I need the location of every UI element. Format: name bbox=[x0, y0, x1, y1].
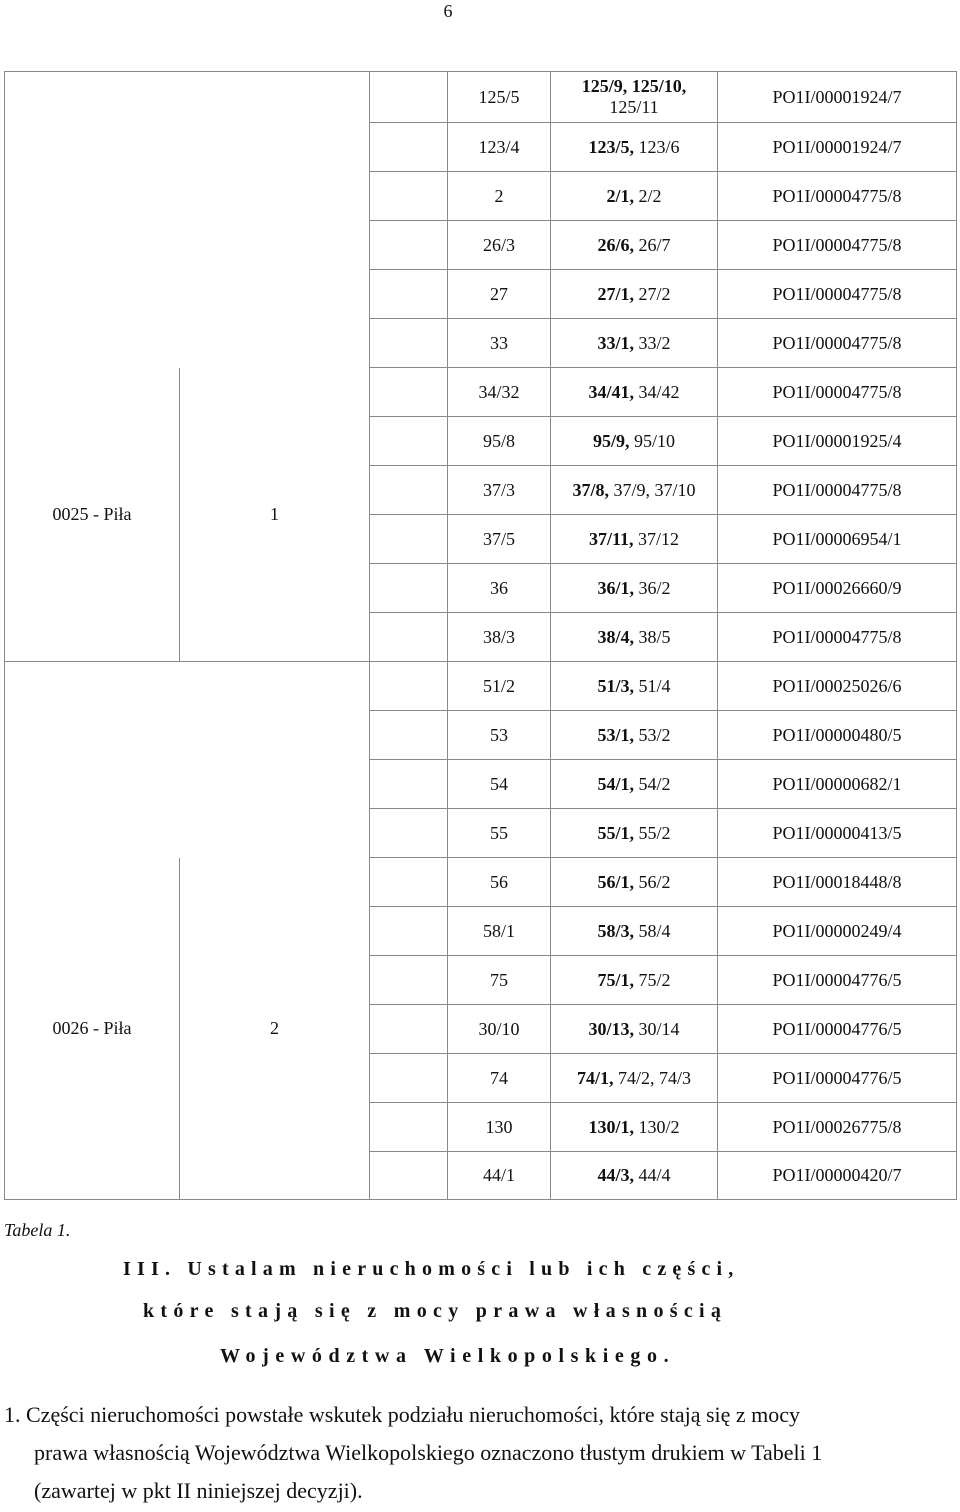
new-parcel-rest: 55/2 bbox=[634, 822, 671, 843]
new-parcel-bold: 54/1, bbox=[597, 773, 634, 794]
new-parcels-cell bbox=[551, 319, 718, 368]
spacer-cell bbox=[370, 613, 448, 662]
land-register-cell: PO1I/00004775/8 bbox=[718, 221, 957, 270]
new-parcel-rest: 33/2 bbox=[634, 332, 671, 353]
new-parcel-bold: 36/1, bbox=[597, 577, 634, 598]
spacer-cell bbox=[370, 466, 448, 515]
parcel-table bbox=[4, 71, 957, 1200]
original-parcel-cell: 30/10 bbox=[448, 1005, 551, 1054]
new-parcels-cell bbox=[551, 711, 718, 760]
original-parcel-cell: 130 bbox=[448, 1103, 551, 1152]
spacer-cell bbox=[370, 760, 448, 809]
new-parcels-cell bbox=[551, 662, 718, 711]
new-parcel-rest: 26/7 bbox=[634, 234, 671, 255]
new-parcels-cell bbox=[551, 368, 718, 417]
new-parcel-bold: 2/1, bbox=[606, 185, 634, 206]
section-heading-line-1: III. Ustalam nieruchomości lub ich części, bbox=[123, 1258, 740, 1280]
new-parcel-bold: 56/1, bbox=[597, 871, 634, 892]
spacer-cell bbox=[370, 1005, 448, 1054]
original-parcel-cell: 38/3 bbox=[448, 613, 551, 662]
new-parcel-rest: 56/2 bbox=[634, 871, 671, 892]
new-parcels-cell bbox=[551, 858, 718, 907]
new-parcel-bold: 37/8, bbox=[572, 479, 609, 500]
section-heading-line-3: Województwa Wielkopolskiego. bbox=[220, 1345, 676, 1367]
original-parcel-cell: 51/2 bbox=[448, 662, 551, 711]
new-parcel-bold: 55/1, bbox=[597, 822, 634, 843]
new-parcels-cell bbox=[551, 466, 718, 515]
land-register-cell: PO1I/00026775/8 bbox=[718, 1103, 957, 1152]
land-register-cell: PO1I/00004775/8 bbox=[718, 368, 957, 417]
empty-cell bbox=[5, 72, 370, 368]
original-parcel-cell: 36 bbox=[448, 564, 551, 613]
land-register-cell: PO1I/00025026/6 bbox=[718, 662, 957, 711]
land-register-cell: PO1I/00000682/1 bbox=[718, 760, 957, 809]
spacer-cell bbox=[370, 72, 448, 123]
land-register-cell: PO1I/00000480/5 bbox=[718, 711, 957, 760]
original-parcel-cell: 34/32 bbox=[448, 368, 551, 417]
new-parcel-rest: 30/14 bbox=[634, 1018, 680, 1039]
table-row bbox=[5, 858, 957, 907]
new-parcels-cell bbox=[551, 613, 718, 662]
original-parcel-cell: 74 bbox=[448, 1054, 551, 1103]
land-register-cell: PO1I/00018448/8 bbox=[718, 858, 957, 907]
new-parcel-rest: 51/4 bbox=[634, 675, 671, 696]
land-register-cell: PO1I/00001925/4 bbox=[718, 417, 957, 466]
new-parcel-line2: 125/11 bbox=[609, 97, 659, 117]
new-parcel-bold: 26/6, bbox=[597, 234, 634, 255]
paragraph-line: 1. Części nieruchomości powstałe wskutek podziału nieruchomości, które stają się z mocy bbox=[4, 1402, 801, 1427]
land-register-cell: PO1I/00004775/8 bbox=[718, 466, 957, 515]
original-parcel-cell: 53 bbox=[448, 711, 551, 760]
new-parcel-bold: 95/9, bbox=[592, 430, 630, 451]
original-parcel-cell: 37/3 bbox=[448, 466, 551, 515]
new-parcels-cell bbox=[551, 1103, 718, 1152]
spacer-cell bbox=[370, 711, 448, 760]
original-parcel-cell: 44/1 bbox=[448, 1152, 551, 1200]
new-parcel-rest: 38/5 bbox=[634, 626, 671, 647]
land-register-cell: PO1I/00004775/8 bbox=[718, 613, 957, 662]
new-parcels-cell bbox=[551, 417, 718, 466]
original-parcel-cell: 58/1 bbox=[448, 907, 551, 956]
paragraph-line: prawa własnością Województwa Wielkopolskiego oznaczono tłustym drukiem w Tabeli 1 bbox=[34, 1440, 823, 1465]
table-row bbox=[5, 662, 957, 711]
new-parcels-cell bbox=[551, 515, 718, 564]
original-parcel-cell: 123/4 bbox=[448, 123, 551, 172]
land-register-cell: PO1I/00001924/7 bbox=[718, 123, 957, 172]
region-cell: 0026 - Piła bbox=[5, 858, 180, 1200]
new-parcels-cell bbox=[551, 809, 718, 858]
spacer-cell bbox=[370, 956, 448, 1005]
spacer-cell bbox=[370, 809, 448, 858]
new-parcels-cell bbox=[551, 564, 718, 613]
land-register-cell: PO1I/00004776/5 bbox=[718, 1005, 957, 1054]
new-parcel-rest: 58/4 bbox=[634, 920, 671, 941]
new-parcels-cell bbox=[551, 270, 718, 319]
land-register-cell: PO1I/00000420/7 bbox=[718, 1152, 957, 1200]
original-parcel-cell: 54 bbox=[448, 760, 551, 809]
new-parcel-rest: 2/2 bbox=[634, 185, 662, 206]
new-parcels-cell bbox=[551, 1054, 718, 1103]
new-parcel-rest: 44/4 bbox=[634, 1165, 671, 1185]
new-parcel-rest: 130/2 bbox=[634, 1116, 680, 1137]
original-parcel-cell: 95/8 bbox=[448, 417, 551, 466]
land-register-cell: PO1I/00004775/8 bbox=[718, 319, 957, 368]
new-parcel-bold: 34/41, bbox=[588, 381, 634, 402]
new-parcels-cell bbox=[551, 1005, 718, 1054]
new-parcel-bold: 27/1, bbox=[597, 283, 634, 304]
new-parcels-cell bbox=[551, 760, 718, 809]
new-parcels-cell bbox=[551, 123, 718, 172]
original-parcel-cell: 56 bbox=[448, 858, 551, 907]
land-register-cell: PO1I/00000413/5 bbox=[718, 809, 957, 858]
new-parcels-cell bbox=[551, 1152, 718, 1200]
new-parcel-bold: 53/1, bbox=[597, 724, 634, 745]
spacer-cell bbox=[370, 172, 448, 221]
original-parcel-cell: 37/5 bbox=[448, 515, 551, 564]
spacer-cell bbox=[370, 319, 448, 368]
new-parcel-rest: 37/12 bbox=[633, 528, 680, 549]
spacer-cell bbox=[370, 907, 448, 956]
land-register-cell: PO1I/00000249/4 bbox=[718, 907, 957, 956]
new-parcel-bold: 33/1, bbox=[597, 332, 634, 353]
new-parcel-bold: 30/13, bbox=[588, 1018, 634, 1039]
original-parcel-cell: 2 bbox=[448, 172, 551, 221]
land-register-cell: PO1I/00004776/5 bbox=[718, 1054, 957, 1103]
empty-cell bbox=[5, 662, 370, 858]
new-parcel-rest: 34/42 bbox=[634, 381, 680, 402]
new-parcel-rest: 27/2 bbox=[634, 283, 671, 304]
spacer-cell bbox=[370, 564, 448, 613]
spacer-cell bbox=[370, 221, 448, 270]
land-register-cell: PO1I/00026660/9 bbox=[718, 564, 957, 613]
new-parcel-rest: 53/2 bbox=[634, 724, 671, 745]
number-cell: 1 bbox=[180, 368, 370, 662]
number-cell: 2 bbox=[180, 858, 370, 1200]
spacer-cell bbox=[370, 858, 448, 907]
new-parcels-cell bbox=[551, 72, 718, 123]
new-parcel-rest: 74/2, 74/3 bbox=[613, 1067, 692, 1088]
table-row bbox=[5, 368, 957, 417]
region-cell: 0025 - Piła bbox=[5, 368, 180, 662]
new-parcel-rest: 36/2 bbox=[634, 577, 671, 598]
original-parcel-cell: 75 bbox=[448, 956, 551, 1005]
original-parcel-cell: 26/3 bbox=[448, 221, 551, 270]
original-parcel-cell: 27 bbox=[448, 270, 551, 319]
spacer-cell bbox=[370, 515, 448, 564]
original-parcel-cell: 55 bbox=[448, 809, 551, 858]
spacer-cell bbox=[370, 1054, 448, 1103]
table-row bbox=[5, 72, 957, 123]
original-parcel-cell: 33 bbox=[448, 319, 551, 368]
new-parcel-bold: 130/1, bbox=[588, 1116, 634, 1137]
spacer-cell bbox=[370, 270, 448, 319]
body-paragraph bbox=[4, 1396, 952, 1510]
spacer-cell bbox=[370, 417, 448, 466]
new-parcel-bold: 75/1, bbox=[597, 969, 634, 990]
new-parcel-rest: 123/6 bbox=[634, 136, 680, 157]
land-register-cell: PO1I/00004776/5 bbox=[718, 956, 957, 1005]
new-parcel-rest: 75/2 bbox=[634, 969, 671, 990]
spacer-cell bbox=[370, 368, 448, 417]
new-parcel-bold: 123/5, bbox=[588, 136, 634, 157]
new-parcel-bold: 125/9, 125/10, bbox=[581, 76, 687, 96]
section-heading-line-2: które stają się z mocy prawa własnością bbox=[143, 1300, 728, 1322]
new-parcel-rest: 95/10 bbox=[629, 430, 676, 451]
spacer-cell bbox=[370, 1103, 448, 1152]
new-parcel-bold: 58/3, bbox=[597, 920, 634, 941]
new-parcel-rest: 37/9, 37/10 bbox=[609, 479, 696, 500]
new-parcel-bold: 44/3, bbox=[597, 1165, 634, 1185]
spacer-cell bbox=[370, 1152, 448, 1200]
new-parcels-cell bbox=[551, 172, 718, 221]
spacer-cell bbox=[370, 123, 448, 172]
land-register-cell: PO1I/00006954/1 bbox=[718, 515, 957, 564]
new-parcel-bold: 74/1, bbox=[576, 1067, 614, 1088]
page-number: 6 bbox=[443, 1, 453, 21]
new-parcel-rest: 54/2 bbox=[634, 773, 671, 794]
land-register-cell: PO1I/00001924/7 bbox=[718, 72, 957, 123]
new-parcel-bold: 37/11, bbox=[588, 528, 634, 549]
paragraph-line: (zawartej w pkt II niniejszej decyzji). bbox=[34, 1478, 363, 1503]
table-caption: Tabela 1. bbox=[4, 1220, 71, 1240]
land-register-cell: PO1I/00004775/8 bbox=[718, 172, 957, 221]
new-parcels-cell bbox=[551, 956, 718, 1005]
original-parcel-cell: 125/5 bbox=[448, 72, 551, 123]
land-register-cell: PO1I/00004775/8 bbox=[718, 270, 957, 319]
new-parcels-cell bbox=[551, 221, 718, 270]
new-parcels-cell bbox=[551, 907, 718, 956]
new-parcel-bold: 51/3, bbox=[597, 675, 634, 696]
spacer-cell bbox=[370, 662, 448, 711]
new-parcel-bold: 38/4, bbox=[597, 626, 634, 647]
